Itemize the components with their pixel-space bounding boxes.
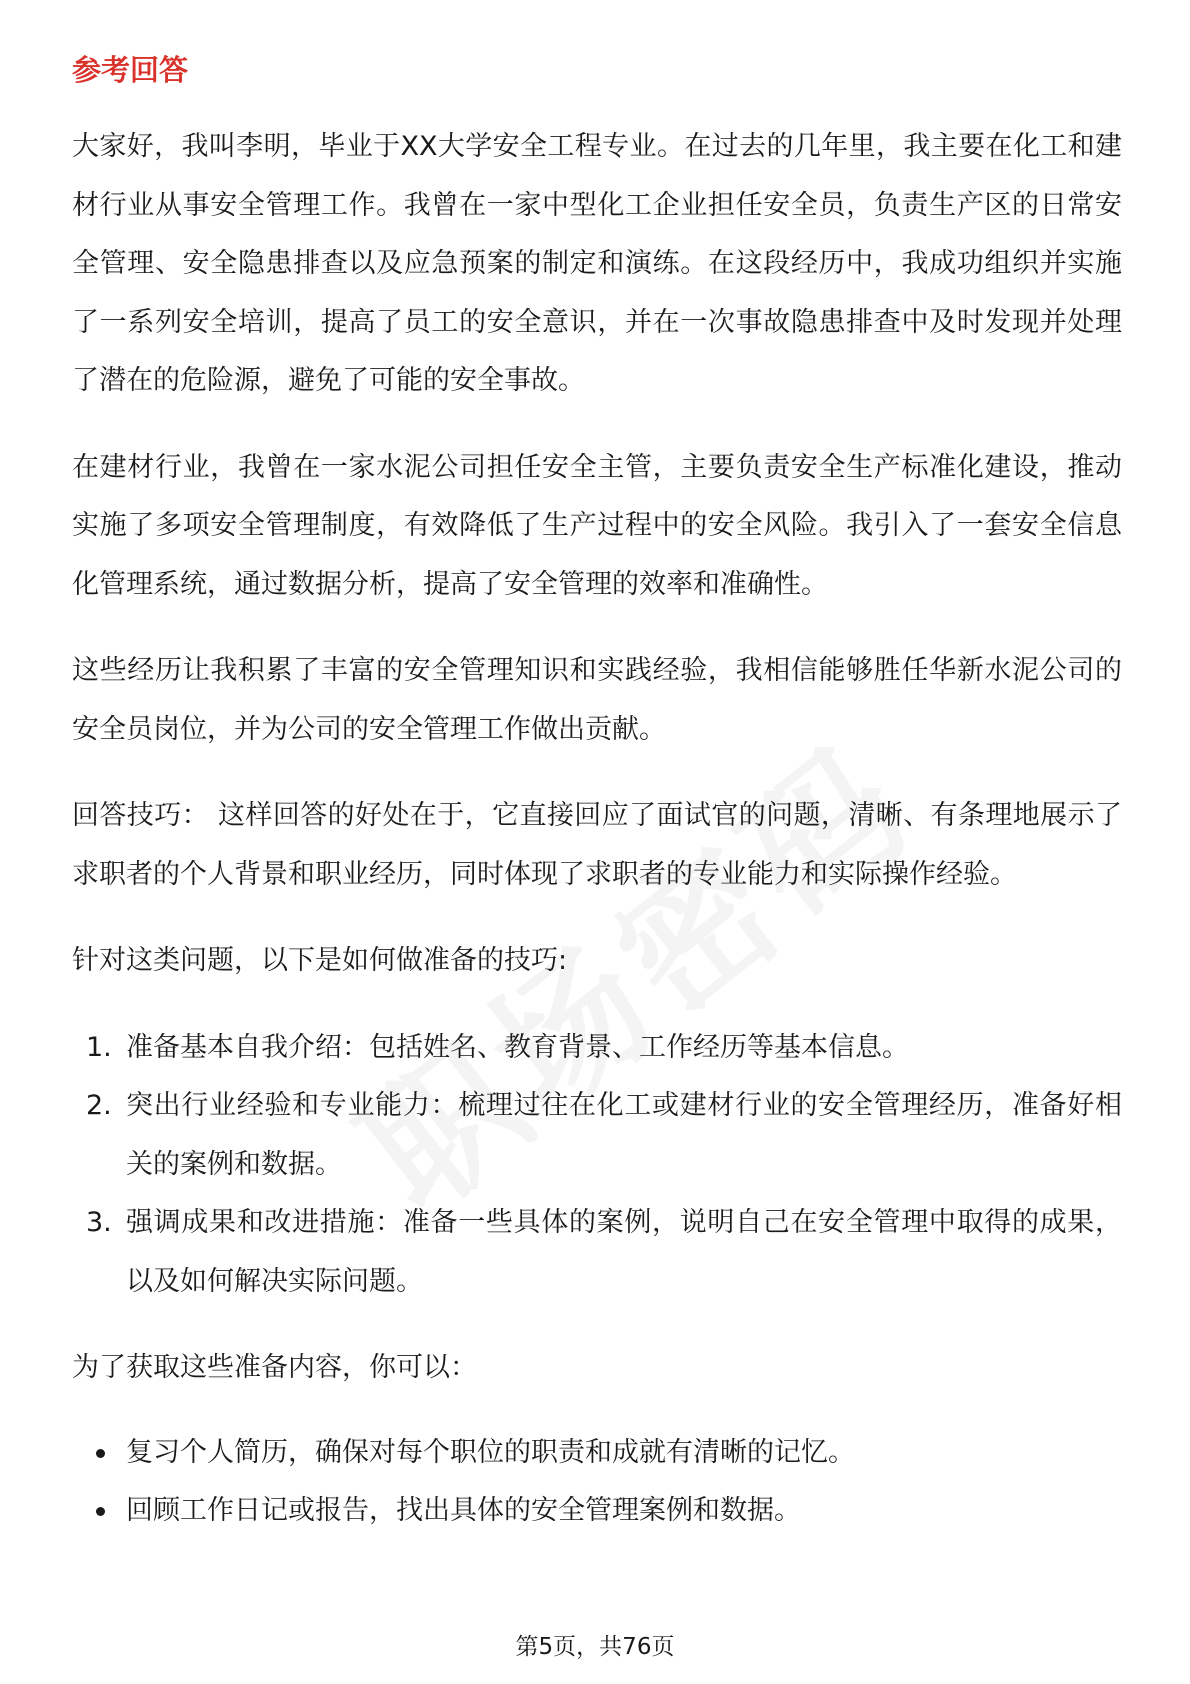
answer-paragraph-1: 大家好，我叫李明，毕业于XX大学安全工程专业。在过去的几年里，我主要在化工和建材行业从事安全管理工作。我曾在一家中型化工企业担任安全员，负责生产区的日常安全管理、安全隐患排查以及应急预案的制定和演练。在这段经历中，我成功组织并实施了一系列安全培训，提高了员工的安全意识，并在一次事故隐患排查中及时发现并处理了潜在的危险源，避免了可能的安全事故。	[72, 131, 1122, 396]
answer-tips-paragraph: 回答技巧： 这样回答的好处在于，它直接回应了面试官的问题，清晰、有条理地展示了求职者的个人背景和职业经历，同时体现了求职者的专业能力和实际操作经验。	[72, 800, 1122, 890]
list-number: 1.	[86, 1031, 112, 1063]
preparation-intro: 针对这类问题，以下是如何做准备的技巧:	[72, 945, 568, 976]
list-item-text: 突出行业经验和专业能力：梳理过往在化工或建材行业的安全管理经历，准备好相关的案例和数据。	[126, 1090, 1122, 1180]
list-number: 2.	[86, 1090, 112, 1121]
page-content	[72, 48, 1122, 1541]
content-intro: 为了获取这些准备内容，你可以：	[72, 1352, 477, 1383]
section-title: 参考回答	[72, 53, 189, 87]
list-item	[72, 1019, 1122, 1078]
list-item	[72, 1482, 1122, 1541]
bullet-list	[72, 1424, 1122, 1541]
tips-list	[72, 1019, 1122, 1312]
list-item	[72, 1424, 1122, 1483]
list-item	[72, 1077, 1122, 1194]
list-item	[72, 1194, 1122, 1311]
page-number-footer: 第5页，共76页	[515, 1634, 675, 1660]
answer-paragraph-2: 在建材行业，我曾在一家水泥公司担任安全主管，主要负责安全生产标准化建设，推动实施了多项安全管理制度，有效降低了生产过程中的安全风险。我引入了一套安全信息化管理系统，通过数据分析，提高了安全管理的效率和准确性。	[72, 451, 1122, 600]
list-number: 3.	[86, 1207, 112, 1238]
answer-paragraph-3: 这些经历让我积累了丰富的安全管理知识和实践经验，我相信能够胜任华新水泥公司的安全员岗位，并为公司的安全管理工作做出贡献。	[72, 655, 1122, 745]
list-item-text: 复习个人简历，确保对每个职位的职责和成就有清晰的记忆。	[126, 1436, 855, 1468]
list-item-text: 准备基本自我介绍：包括姓名、教育背景、工作经历等基本信息。	[126, 1031, 909, 1063]
list-item-text: 强调成果和改进措施：准备一些具体的案例，说明自己在安全管理中取得的成果，以及如何解决实际问题。	[126, 1207, 1122, 1297]
bullet-icon	[96, 1507, 105, 1516]
bullet-icon	[96, 1449, 105, 1458]
list-item-text: 回顾工作日记或报告，找出具体的安全管理案例和数据。	[126, 1495, 801, 1526]
